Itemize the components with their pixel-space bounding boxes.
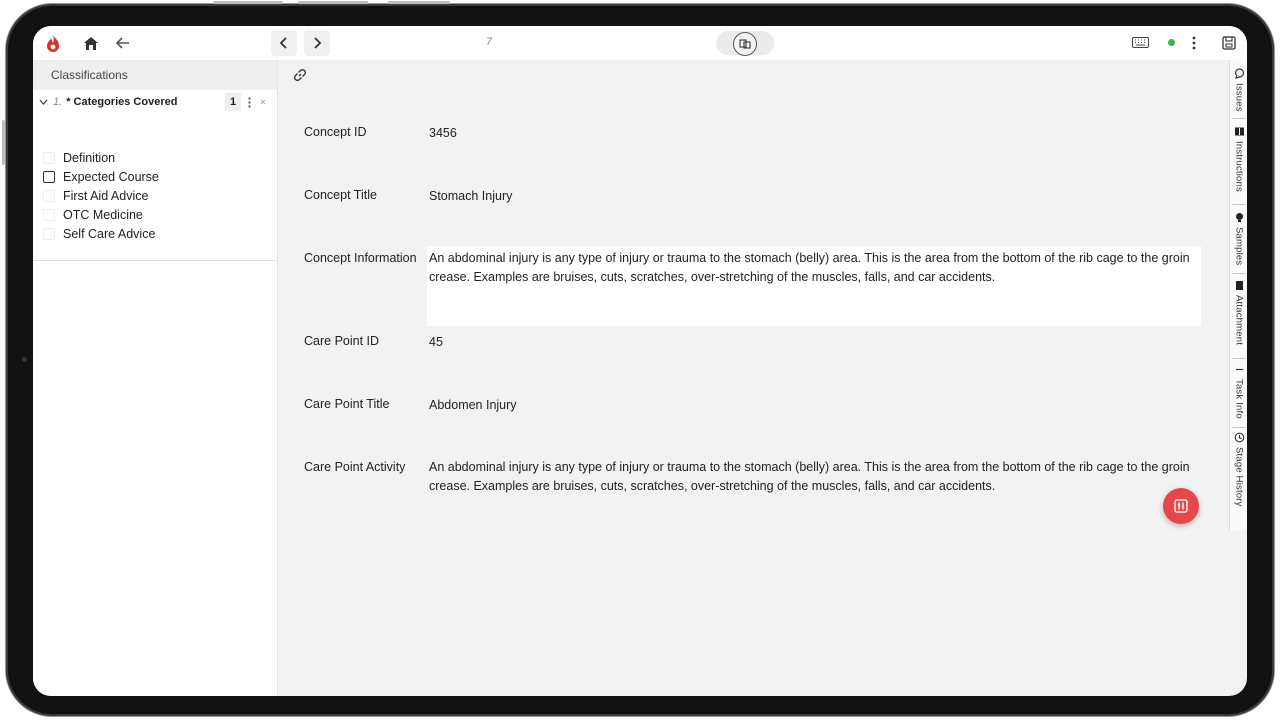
record-details [279,60,1229,528]
keyboard-icon[interactable] [1131,35,1149,49]
device-button [298,1,368,4]
divider [1232,358,1246,359]
device-button [2,120,5,165]
chat-bubble-icon [1234,68,1245,79]
rail-tab-issues[interactable] [1230,68,1247,112]
right-rail [1229,60,1247,530]
rail-tab-instructions[interactable] [1230,126,1247,192]
save-icon[interactable] [1221,35,1237,51]
field-label: Concept Title [304,188,377,202]
info-icon [1234,364,1245,375]
option-self-care-advice[interactable] [43,224,155,243]
main-content [279,60,1229,696]
option-first-aid-advice[interactable] [43,186,148,205]
field-label: Concept Information [304,251,417,265]
category-row[interactable] [33,90,277,114]
option-label: First Aid Advice [63,188,149,203]
field-label: Care Point ID [304,334,380,348]
checkbox[interactable] [43,190,55,202]
checkbox[interactable] [43,171,55,183]
field-label: Concept ID [304,125,367,139]
field-value: An abdominal injury is any type of injury or trauma to the stomach (belly) area. This is the area from the bottom of the rib cage to the groin crease. Examples are bruises, cuts, scratches, over-stretching of the muscles, falls, and car accidents. [429,460,1190,493]
next-chevron-icon [312,37,322,49]
option-label: OTC Medicine [63,207,143,222]
floating-action-button[interactable] [1163,488,1199,524]
category-number: 1. [53,96,63,108]
divider [1232,118,1246,119]
more-vertical-icon[interactable] [245,95,253,109]
step-number: 7 [486,36,493,48]
field-value: 45 [429,335,443,349]
field-label: Care Point Activity [304,460,406,474]
rail-label: Instructions [1233,141,1245,192]
top-bar [33,26,1247,60]
rail-label: Stage History [1233,447,1245,507]
divider [1232,427,1246,428]
field-value: 3456 [429,126,457,140]
home-icon[interactable] [81,34,101,52]
cursor-highlight [733,32,757,56]
rail-tab-task-info[interactable] [1230,364,1247,419]
book-icon [1234,126,1245,137]
rail-tab-stage-history[interactable] [1230,432,1247,507]
field-value: Abdomen Injury [429,398,517,412]
checkbox[interactable] [43,209,55,221]
next-button[interactable] [304,30,330,56]
rail-label: Issues [1233,83,1245,112]
close-icon[interactable] [259,97,267,107]
option-label: Expected Course [63,169,159,184]
field-value: Stomach Injury [429,189,513,203]
rail-tab-samples[interactable] [1230,212,1247,265]
rail-label: Task Info [1233,379,1245,419]
lightbulb-icon [1234,212,1245,223]
app-screen [33,26,1247,696]
divider [1232,273,1246,274]
checkbox[interactable] [43,152,55,164]
category-count-badge: 1 [225,93,241,111]
classifications-panel [33,60,278,696]
link-icon[interactable] [293,68,307,87]
brand-flame-icon[interactable] [43,32,63,54]
device-button [213,1,283,4]
checkbox[interactable] [43,228,55,240]
device-camera [22,357,27,362]
prev-chevron-icon [279,37,289,49]
divider [1232,204,1246,205]
option-definition[interactable] [43,148,115,167]
prev-button[interactable] [271,30,297,56]
sliders-icon [1173,498,1189,514]
field-value: An abdominal injury is any type of injury or trauma to the stomach (belly) area. This is the area from the bottom of the rib cage to the groin crease. Examples are bruises, cuts, scratches, over-stretching of the muscles, falls, and car accidents. [429,251,1190,284]
rail-tab-attachment[interactable] [1230,280,1247,345]
device-button [388,1,450,4]
rail-label: Attachment [1233,295,1245,346]
option-otc-medicine[interactable] [43,205,143,224]
history-icon [1234,432,1245,443]
attachment-icon [1234,280,1245,291]
category-label: * Categories Covered [66,96,178,108]
field-label: Care Point Title [304,397,390,411]
classifications-header: Classifications [33,60,277,90]
more-vertical-icon[interactable] [1189,35,1199,51]
divider [33,260,277,261]
back-arrow-icon[interactable] [113,34,133,52]
option-expected-course[interactable] [43,167,159,186]
option-label: Self Care Advice [63,226,156,241]
category-title [53,96,177,108]
chevron-down-icon[interactable] [38,97,48,107]
option-label: Definition [63,150,116,165]
status-dot-icon [1168,39,1175,46]
rail-label: Samples [1233,227,1245,266]
